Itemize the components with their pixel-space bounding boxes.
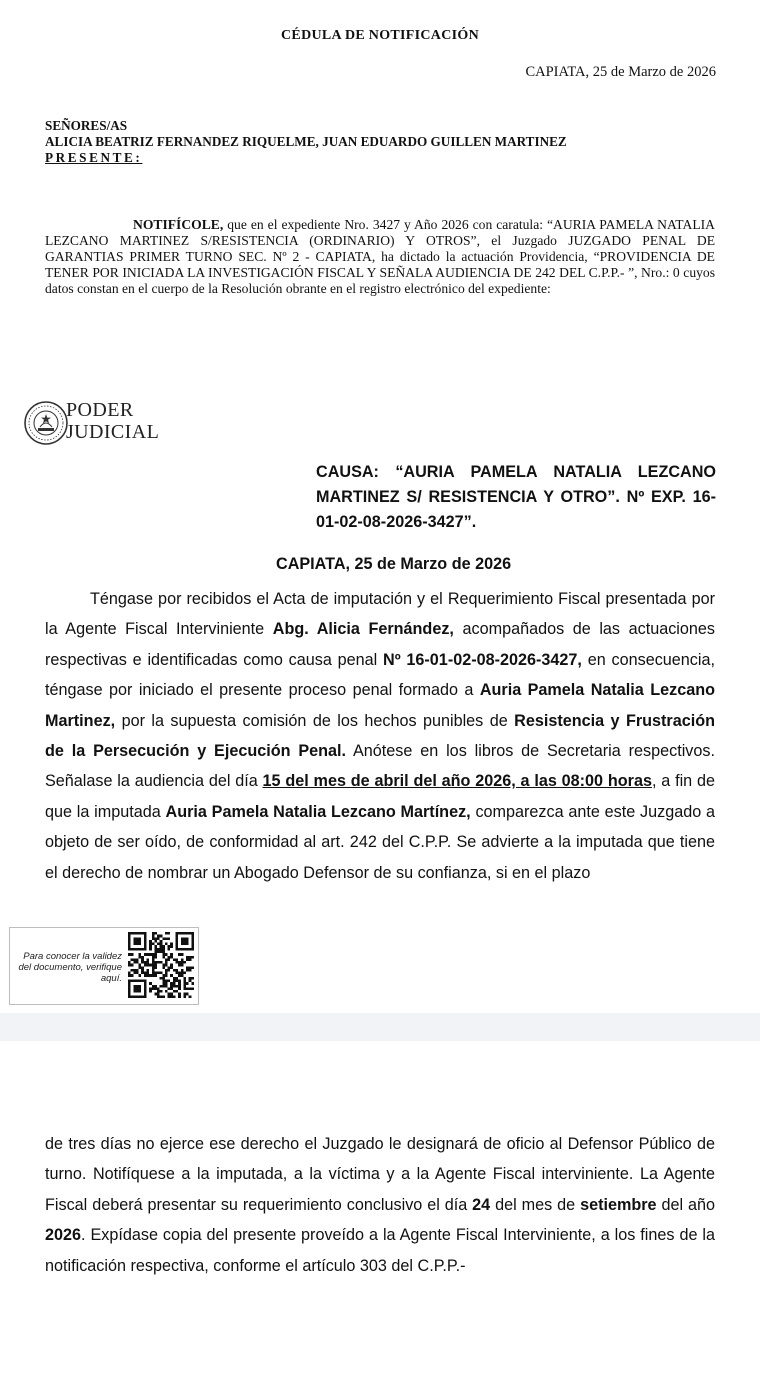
poder-judicial-logo-text	[66, 399, 159, 443]
logo-line-judicial: JUDICIAL	[66, 421, 160, 443]
presente-label: PRESENTE:	[45, 150, 143, 165]
notification-date: CAPIATA, 25 de Marzo de 2026	[525, 64, 716, 80]
document-title: CÉDULA DE NOTIFICACIÓN	[281, 28, 479, 43]
notice-text: que en el expediente Nro. 3427 y Año 2026 con caratula: “AURIA PAMELA NATALIA LEZCANO MARTINEZ S/RESISTENCIA (ORDINARIO) Y OTROS”, el Juzgado JUZGADO PENAL DE GARANTIAS PRIMER TURNO SEC. Nº 2 - CAPIATA, ha dictado la actuación Providencia, “PROVIDENCIA DE TENER POR INICIADA LA INVESTIGACIÓN FISCAL Y SEÑALA AUDIENCIA DE 242 DEL C.P.P.- ”, Nro.: 0 cuyos datos constan en el cuerpo de la Resolución obrante en el registro electrónico del expediente:	[45, 217, 715, 296]
resolution-date: CAPIATA, 25 de Marzo de 2026	[276, 555, 512, 573]
resolution-paragraph-1: Téngase por recibidos el Acta de imputación y el Requerimiento Fiscal presentada por la Agente Fiscal Interviniente Abg. Alicia Fernández, acompañados de las actuaciones respectivas e identificadas como causa penal Nº 16-01-02-08-2026-3427, en consecuencia, téngase por iniciado el presente proceso penal formado a Auria Pamela Natalia Lezcano Martinez, por la supuesta comisión de los hechos punibles de Resistencia y Frustración de la Persecución y Ejecución Penal. Anótese en los libros de Secretaria respectivos. Señalase la audiencia del día 15 del mes de abril del año 2026, a las 08:00 horas, a fin de que la imputada Auria Pamela Natalia Lezcano Martínez, comparezca ante este Juzgado a objeto de ser oído, de conformidad al art. 242 del C.P.P. Se advierte a la imputada que tiene el derecho de nombrar un Abogado Defensor de su confianza, si en el plazo	[45, 590, 715, 882]
resolution-paragraph-2: de tres días no ejerce ese derecho el Juzgado le designará de oficio al Defensor Público de turno. Notifíquese a la imputada, a la víctima y a la Agente Fiscal interviniente. La Agente Fiscal deberá presentar su requerimiento conclusivo el día 24 del mes de setiembre del año 2026. Expídase copia del presente proveído a la Agente Fiscal Interviniente, a los fines de la notificación respectiva, conforme el artículo 303 del C.P.P.-	[45, 1135, 715, 1275]
page-break	[0, 1013, 760, 1041]
addressees-block	[45, 118, 567, 166]
case-number: Nº 16-01-02-08-2026-3427,	[383, 650, 582, 669]
logo-line-poder: PODER	[66, 399, 134, 421]
accused-name: Auria Pamela Natalia Lezcano Martinez,	[45, 681, 715, 730]
causa-heading: CAUSA: “AURIA PAMELA NATALIA LEZCANO MARTINEZ S/ RESISTENCIA Y OTRO”. Nº EXP. 16-01-02-08-2026-3427”.	[316, 463, 716, 531]
deadline-year: 2026	[45, 1226, 82, 1245]
charges: Resistencia y Frustración de la Persecución y Ejecución Penal.	[45, 711, 715, 761]
notice-lead: NOTIFÍCOLE,	[133, 217, 224, 232]
hearing-date: 15 del mes de abril del año 2026, a las 08:00 horas	[262, 772, 652, 791]
accused-name-repeat: Auria Pamela Natalia Lezcano Martínez,	[165, 802, 471, 821]
addressees-names: ALICIA BEATRIZ FERNANDEZ RIQUELME, JUAN EDUARDO GUILLEN MARTINEZ	[45, 134, 567, 149]
prosecutor-name: Abg. Alicia Fernández,	[272, 620, 454, 639]
paraguay-seal-icon	[22, 399, 70, 447]
notice-paragraph	[45, 217, 715, 297]
deadline-month: setiembre	[580, 1195, 657, 1214]
addressees-label: SEÑORES/AS	[45, 118, 128, 133]
qr-code-icon[interactable]	[128, 932, 194, 998]
deadline-day: 24	[472, 1195, 491, 1214]
verification-text: Para conocer la validez del documento, verifique aquí.	[18, 951, 122, 984]
